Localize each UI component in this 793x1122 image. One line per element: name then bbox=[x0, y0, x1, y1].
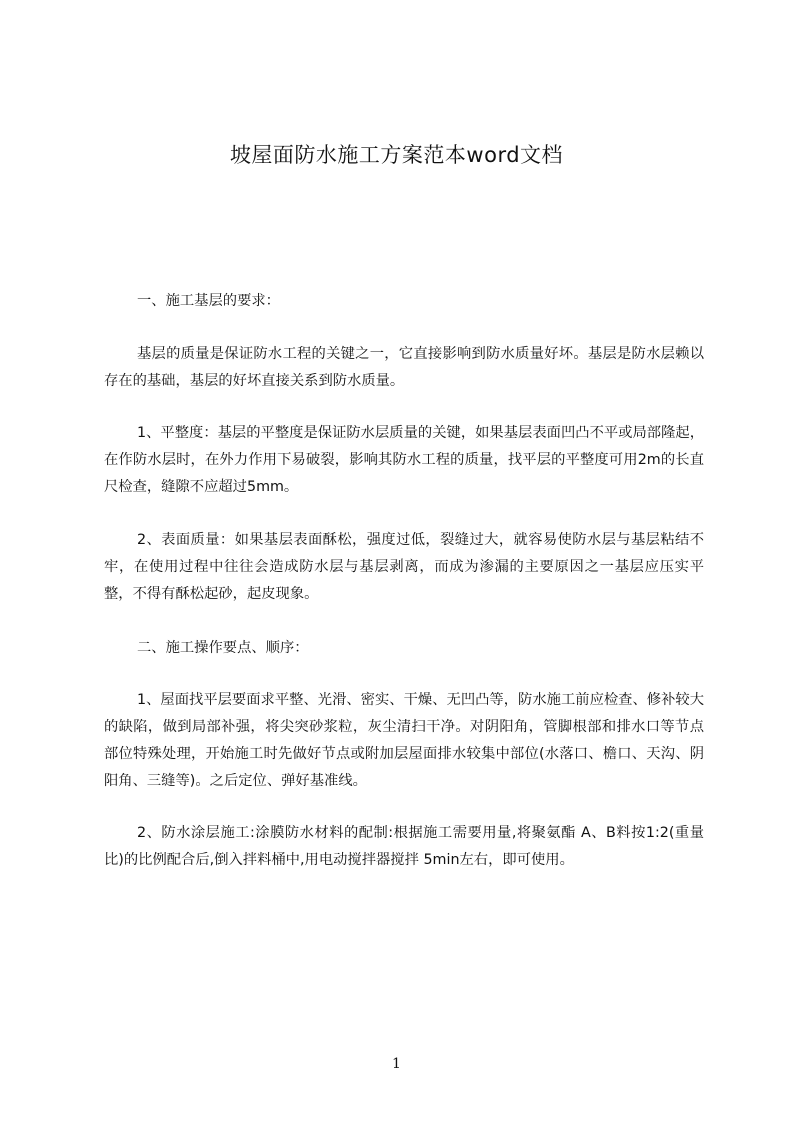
paragraph-leveling-layer: 1、屋面找平层要面求平整、光滑、密实、干燥、无凹凸等，防水施工前应检查、修补较大的缺陷，做到局部补强，将尖突砂浆粒，灰尘清扫干净。对阴阳角，管脚根部和排水口等节点部位特殊处理，开始施工时先做好节点或附加层屋面排水较集中部位(水落口、檐口、天沟、阴阳角、三缝等)。之后定位、弹好基准线。 bbox=[104, 692, 704, 789]
paragraph-surface-quality: 2、表面质量：如果基层表面酥松，强度过低，裂缝过大，就容易使防水层与基层粘结不牢，在使用过程中往往会造成防水层与基层剥离，而成为渗漏的主要原因之一基层应压实平整，不得有酥松起砂，起皮现象。 bbox=[104, 532, 704, 602]
paragraph-base-intro: 基层的质量是保证防水工程的关键之一，它直接影响到防水质量好坏。基层是防水层赖以存在的基础，基层的好坏直接关系到防水质量。 bbox=[104, 346, 704, 389]
paragraph-flatness: 1、平整度：基层的平整度是保证防水层质量的关键，如果基层表面凹凸不平或局部隆起，在作防水层时，在外力作用下易破裂，影响其防水工程的质量，找平层的平整度可用2m的长直尺检查，缝隙不应超过5mm。 bbox=[104, 425, 704, 495]
section-heading-base-requirements: 一、施工基层的要求： bbox=[137, 293, 280, 309]
document-title: 坡屋面防水施工方案范本word文档 bbox=[229, 143, 564, 167]
paragraph-waterproof-coating: 2、防水涂层施工:涂膜防水材料的配制:根据施工需要用量,将聚氨酯 A、B料按1:2(重量比)的比例配合后,倒入拌料桶中,用电动搅拌器搅拌 5min左右，即可使用。 bbox=[104, 825, 704, 868]
section-heading-construction-steps: 二、施工操作要点、顺序： bbox=[137, 640, 309, 656]
page-number: 1 bbox=[392, 1056, 401, 1072]
